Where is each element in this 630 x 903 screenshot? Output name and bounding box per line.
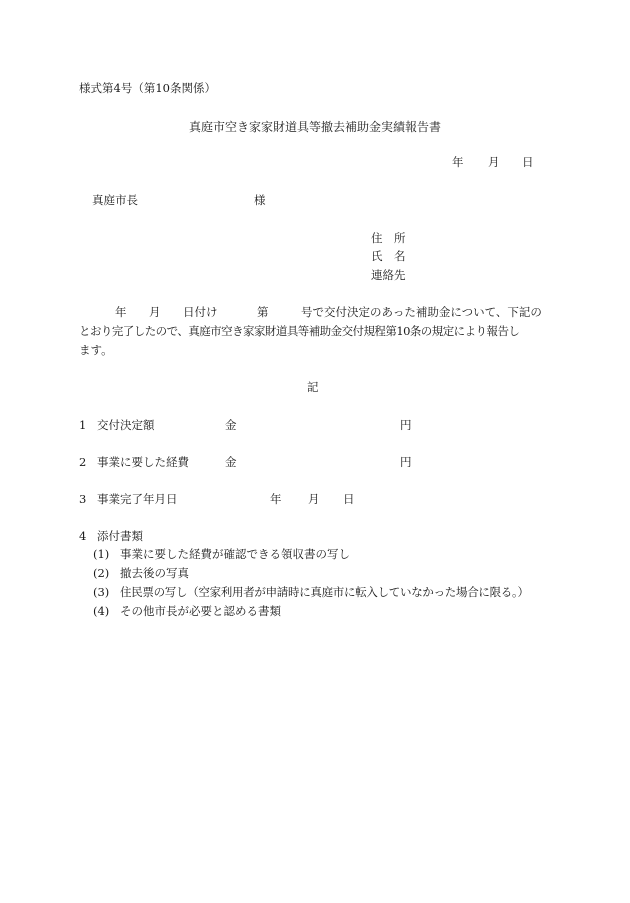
item-2-label: 事業に要した経費 <box>97 455 189 469</box>
addressee-name: 真庭市長 <box>92 193 138 207</box>
item-4-number: 4 <box>79 529 87 543</box>
attachment-1-number: (1) <box>93 547 110 561</box>
document-title: 真庭市空き家家財道具等撤去補助金実績報告書 <box>189 120 442 134</box>
attachment-1-text: 事業に要した経費が確認できる領収書の写し <box>120 547 350 561</box>
item-2-kin: 金 <box>225 455 237 469</box>
date-month: 月 <box>488 155 500 169</box>
item-1-number: 1 <box>79 418 87 432</box>
applicant-address-label: 住 所 <box>371 231 406 245</box>
attachment-4-text: その他市長が必要と認める書類 <box>120 604 281 618</box>
body-month: 月 <box>149 305 161 319</box>
body-dated: 日付け <box>183 305 218 319</box>
form-number: 様式第4号（第10条関係） <box>79 81 216 95</box>
attachment-4-number: (4) <box>93 604 110 618</box>
body-line-2: とおり完了したので、真庭市空き家家財道具等補助金交付規程第10条の規定により報告し <box>79 324 520 338</box>
attachment-2-text: 撤去後の写真 <box>120 566 189 580</box>
item-2-number: 2 <box>79 455 87 469</box>
item-3-day: 日 <box>343 492 355 506</box>
item-3-year: 年 <box>270 492 282 506</box>
item-1-label: 交付決定額 <box>97 418 155 432</box>
ki-heading: 記 <box>307 380 319 394</box>
item-1-kin: 金 <box>225 418 237 432</box>
attachment-2-number: (2) <box>93 566 110 580</box>
body-year: 年 <box>115 305 127 319</box>
item-3-month: 月 <box>308 492 320 506</box>
item-2-yen: 円 <box>400 455 412 469</box>
body-rest: 号で交付決定のあった補助金について、下記の <box>301 305 542 319</box>
date-day: 日 <box>522 155 534 169</box>
attachment-3-number: (3) <box>93 585 110 599</box>
item-1-yen: 円 <box>400 418 412 432</box>
applicant-contact-label: 連絡先 <box>371 268 406 282</box>
body-no: 第 <box>257 305 269 319</box>
date-year: 年 <box>452 155 464 169</box>
item-3-number: 3 <box>79 492 87 506</box>
item-4-label: 添付書類 <box>97 529 143 543</box>
item-3-label: 事業完了年月日 <box>97 492 178 506</box>
addressee-honorific: 様 <box>254 193 266 207</box>
attachment-3-text: 住民票の写し（空家利用者が申請時に真庭市に転入していなかった場合に限る。） <box>120 585 529 599</box>
body-line-3: ます。 <box>79 343 113 357</box>
applicant-name-label: 氏 名 <box>371 249 406 263</box>
